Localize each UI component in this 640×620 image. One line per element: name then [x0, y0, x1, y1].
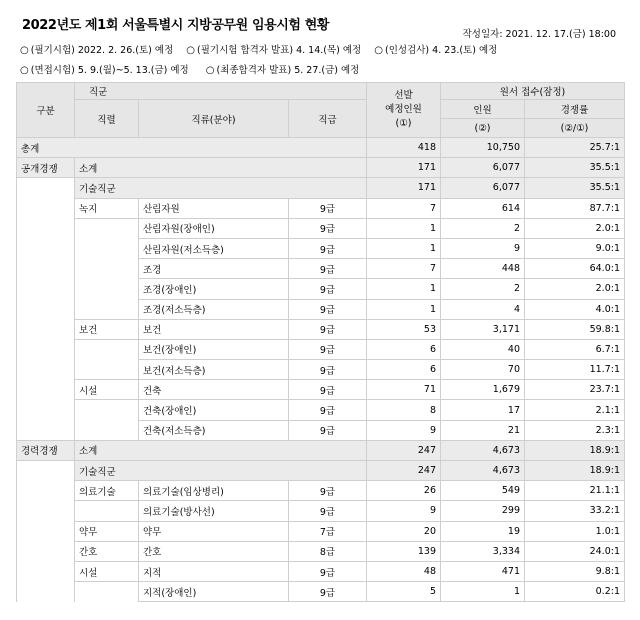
- cell-ratio: 21.1:1: [525, 481, 625, 501]
- cell-selection: 139: [367, 541, 441, 561]
- cell-applicants: 448: [441, 259, 525, 279]
- exam-status-table: [16, 82, 625, 602]
- header-wonseo: 원서 접수(잠정): [441, 83, 625, 100]
- cell-ratio: 2.0:1: [525, 279, 625, 299]
- cell-applicants: 21: [441, 420, 525, 440]
- schedule-text: (면접시험) 5. 9.(월)~5. 13.(금) 예정: [30, 65, 189, 76]
- header-jikgeup: 직급: [289, 100, 367, 138]
- header-row-1: [17, 83, 625, 100]
- cell-grade: 9급: [289, 582, 367, 602]
- cell-ratio: 11.7:1: [525, 360, 625, 380]
- cell-field: 건축: [139, 380, 289, 400]
- schedule-item: [206, 62, 360, 76]
- cell-applicants: 17: [441, 400, 525, 420]
- table-row: [17, 259, 625, 279]
- cell-applicants: 299: [441, 501, 525, 521]
- cell-ratio: 35.5:1: [525, 158, 625, 178]
- circle-bullet-icon: ○: [186, 45, 196, 56]
- cell-ratio: 18.9:1: [525, 440, 625, 460]
- header-seonbal-line1: 선발: [394, 90, 413, 101]
- cell-applicants: 471: [441, 561, 525, 581]
- table-row: [17, 541, 625, 561]
- cell-category: 공개경쟁: [17, 158, 75, 178]
- cell-selection: 1: [367, 238, 441, 258]
- table-row: [17, 582, 625, 602]
- cell-grade: 9급: [289, 259, 367, 279]
- cell-group-label: 기술직군: [75, 461, 367, 481]
- cell-selection: 26: [367, 481, 441, 501]
- cell-ratio: 25.7:1: [525, 138, 625, 158]
- cell-ratio: 2.0:1: [525, 218, 625, 238]
- table-row: [17, 521, 625, 541]
- cell-applicants: 2: [441, 218, 525, 238]
- cell-applicants: 1,679: [441, 380, 525, 400]
- cell-selection: 247: [367, 461, 441, 481]
- table-row: [17, 279, 625, 299]
- cell-series: [75, 238, 139, 258]
- header-gubun: 구분: [17, 83, 75, 138]
- cell-field: 건축(저소득층): [139, 420, 289, 440]
- cell-ratio: 18.9:1: [525, 461, 625, 481]
- cell-grade: 9급: [289, 198, 367, 218]
- cell-applicants: 3,334: [441, 541, 525, 561]
- table-row: [17, 319, 625, 339]
- cell-applicants: 614: [441, 198, 525, 218]
- cell-ratio: 6.7:1: [525, 339, 625, 359]
- table-row: [17, 198, 625, 218]
- cell-grade: 8급: [289, 541, 367, 561]
- table-row: [17, 561, 625, 581]
- cell-applicants: 4: [441, 299, 525, 319]
- cell-series: [75, 400, 139, 420]
- cell-grade: 9급: [289, 380, 367, 400]
- cell-selection: 20: [367, 521, 441, 541]
- cell-ratio: 1.0:1: [525, 521, 625, 541]
- table-row: [17, 299, 625, 319]
- cell-ratio: 9.8:1: [525, 561, 625, 581]
- cell-applicants: 3,171: [441, 319, 525, 339]
- cell-field: 지적(장애인): [139, 582, 289, 602]
- schedule-row-1: [20, 42, 497, 56]
- cell-grade: 9급: [289, 218, 367, 238]
- cell-applicants: 19: [441, 521, 525, 541]
- cell-field: 산림자원: [139, 198, 289, 218]
- header-row-2: [17, 100, 625, 119]
- cell-series: 시설: [75, 561, 139, 581]
- header-jikryu: 직류(분야): [139, 100, 289, 138]
- schedule-text: (필기시험 합격자 발표) 4. 14.(목) 예정: [197, 45, 362, 56]
- cell-ratio: 35.5:1: [525, 178, 625, 198]
- cell-selection: 71: [367, 380, 441, 400]
- schedule-text: (인성검사) 4. 23.(토) 예정: [385, 45, 498, 56]
- header-seonbal-line3: (①): [395, 118, 412, 129]
- cell-series: [75, 279, 139, 299]
- cell-applicants: 1: [441, 582, 525, 602]
- cell-applicants: 2: [441, 279, 525, 299]
- header-ratio: 경쟁률: [525, 100, 625, 119]
- cell-field: 보건(저소득층): [139, 360, 289, 380]
- header-ratio-mark: (②/①): [525, 119, 625, 138]
- cell-field: 건축(장애인): [139, 400, 289, 420]
- cell-category: 총계: [17, 138, 367, 158]
- cell-selection: 8: [367, 400, 441, 420]
- written-date: 작성일자: 2021. 12. 17.(금) 18:00: [462, 29, 616, 40]
- cell-grade: 9급: [289, 501, 367, 521]
- cell-selection: 1: [367, 218, 441, 238]
- schedule-row-2: [20, 62, 359, 76]
- cell-field: 보건: [139, 319, 289, 339]
- cell-selection: 9: [367, 501, 441, 521]
- cell-series: 시설: [75, 380, 139, 400]
- cell-series: [75, 339, 139, 359]
- table-row: [17, 158, 625, 178]
- cell-selection: 7: [367, 259, 441, 279]
- cell-selection: 247: [367, 440, 441, 460]
- table-row: [17, 461, 625, 481]
- cell-subtotal-label: 소계: [75, 158, 367, 178]
- cell-applicants: 4,673: [441, 461, 525, 481]
- cell-field: 약무: [139, 521, 289, 541]
- table-row: [17, 501, 625, 521]
- cell-grade: 9급: [289, 279, 367, 299]
- circle-bullet-icon: ○: [20, 45, 29, 56]
- cell-selection: 418: [367, 138, 441, 158]
- cell-category: 경력경쟁: [17, 440, 75, 460]
- cell-field: 의료기술(임상병리): [139, 481, 289, 501]
- cell-field: 의료기술(방사선): [139, 501, 289, 521]
- table-row: [17, 178, 625, 198]
- cell-selection: 7: [367, 198, 441, 218]
- table-row: [17, 481, 625, 501]
- cell-ratio: 24.0:1: [525, 541, 625, 561]
- cell-selection: 171: [367, 178, 441, 198]
- cell-grade: 9급: [289, 238, 367, 258]
- cell-series: [75, 501, 139, 521]
- table-row: [17, 360, 625, 380]
- table-row: [17, 238, 625, 258]
- cell-series: 보건: [75, 319, 139, 339]
- schedule-item: [20, 42, 173, 56]
- cell-ratio: 33.2:1: [525, 501, 625, 521]
- header-seonbal-line2: 예정인원: [385, 104, 422, 115]
- cell-ratio: 4.0:1: [525, 299, 625, 319]
- cell-field: 간호: [139, 541, 289, 561]
- cell-selection: 6: [367, 360, 441, 380]
- cell-ratio: 59.8:1: [525, 319, 625, 339]
- cell-applicants: 40: [441, 339, 525, 359]
- cell-grade: 9급: [289, 420, 367, 440]
- header-inwon: 인원: [441, 100, 525, 119]
- cell-category-blank: [17, 461, 75, 602]
- cell-grade: 9급: [289, 561, 367, 581]
- cell-series: [75, 299, 139, 319]
- cell-grade: 9급: [289, 360, 367, 380]
- circle-bullet-icon: ○: [205, 65, 215, 76]
- cell-series: 간호: [75, 541, 139, 561]
- cell-field: 산림자원(장애인): [139, 218, 289, 238]
- cell-applicants: 4,673: [441, 440, 525, 460]
- cell-ratio: 2.3:1: [525, 420, 625, 440]
- schedule-item: [374, 42, 497, 56]
- cell-series: [75, 218, 139, 238]
- cell-grade: 7급: [289, 521, 367, 541]
- cell-series: 녹지: [75, 198, 139, 218]
- cell-category-blank: [17, 178, 75, 440]
- cell-applicants: 10,750: [441, 138, 525, 158]
- cell-applicants: 6,077: [441, 158, 525, 178]
- cell-group-label: 기술직군: [75, 178, 367, 198]
- cell-grade: 9급: [289, 339, 367, 359]
- schedule-item: [186, 42, 361, 56]
- cell-selection: 171: [367, 158, 441, 178]
- table-row: [17, 339, 625, 359]
- schedule-text: (필기시험) 2022. 2. 26.(토) 예정: [30, 45, 174, 56]
- cell-selection: 9: [367, 420, 441, 440]
- cell-grade: 9급: [289, 299, 367, 319]
- schedule-text: (최종합격자 발표) 5. 27.(금) 예정: [216, 65, 360, 76]
- cell-ratio: 64.0:1: [525, 259, 625, 279]
- table-row: [17, 218, 625, 238]
- circle-bullet-icon: ○: [20, 65, 29, 76]
- header-seonbal: [367, 83, 441, 138]
- cell-ratio: 0.2:1: [525, 582, 625, 602]
- cell-applicants: 70: [441, 360, 525, 380]
- cell-selection: 48: [367, 561, 441, 581]
- cell-grade: 9급: [289, 400, 367, 420]
- cell-series: [75, 582, 139, 602]
- schedule-item: [20, 62, 189, 76]
- cell-field: 보건(장애인): [139, 339, 289, 359]
- circle-bullet-icon: ○: [374, 45, 384, 56]
- cell-ratio: 23.7:1: [525, 380, 625, 400]
- cell-ratio: 2.1:1: [525, 400, 625, 420]
- cell-field: 산림자원(저소득층): [139, 238, 289, 258]
- table-row: [17, 440, 625, 460]
- cell-selection: 1: [367, 299, 441, 319]
- cell-field: 조경(저소득층): [139, 299, 289, 319]
- cell-subtotal-label: 소계: [75, 440, 367, 460]
- cell-field: 지적: [139, 561, 289, 581]
- cell-series: [75, 420, 139, 440]
- cell-grade: 9급: [289, 481, 367, 501]
- cell-series: [75, 360, 139, 380]
- cell-applicants: 6,077: [441, 178, 525, 198]
- cell-selection: 1: [367, 279, 441, 299]
- table-row: [17, 380, 625, 400]
- cell-grade: 9급: [289, 319, 367, 339]
- table-row: [17, 138, 625, 158]
- cell-field: 조경(장애인): [139, 279, 289, 299]
- page-title: 2022년도 제1회 서울특별시 지방공무원 임용시험 현황: [22, 18, 330, 33]
- header-jikgun: 직군: [75, 83, 367, 100]
- cell-ratio: 9.0:1: [525, 238, 625, 258]
- cell-field: 조경: [139, 259, 289, 279]
- cell-series: 약무: [75, 521, 139, 541]
- cell-selection: 53: [367, 319, 441, 339]
- table-row: [17, 420, 625, 440]
- header-inwon-mark: (②): [441, 119, 525, 138]
- cell-series: 의료기술: [75, 481, 139, 501]
- cell-applicants: 549: [441, 481, 525, 501]
- table-row: [17, 400, 625, 420]
- cell-applicants: 9: [441, 238, 525, 258]
- cell-ratio: 87.7:1: [525, 198, 625, 218]
- header-jikryeol: 직렬: [75, 100, 139, 138]
- cell-selection: 5: [367, 582, 441, 602]
- cell-series: [75, 259, 139, 279]
- cell-selection: 6: [367, 339, 441, 359]
